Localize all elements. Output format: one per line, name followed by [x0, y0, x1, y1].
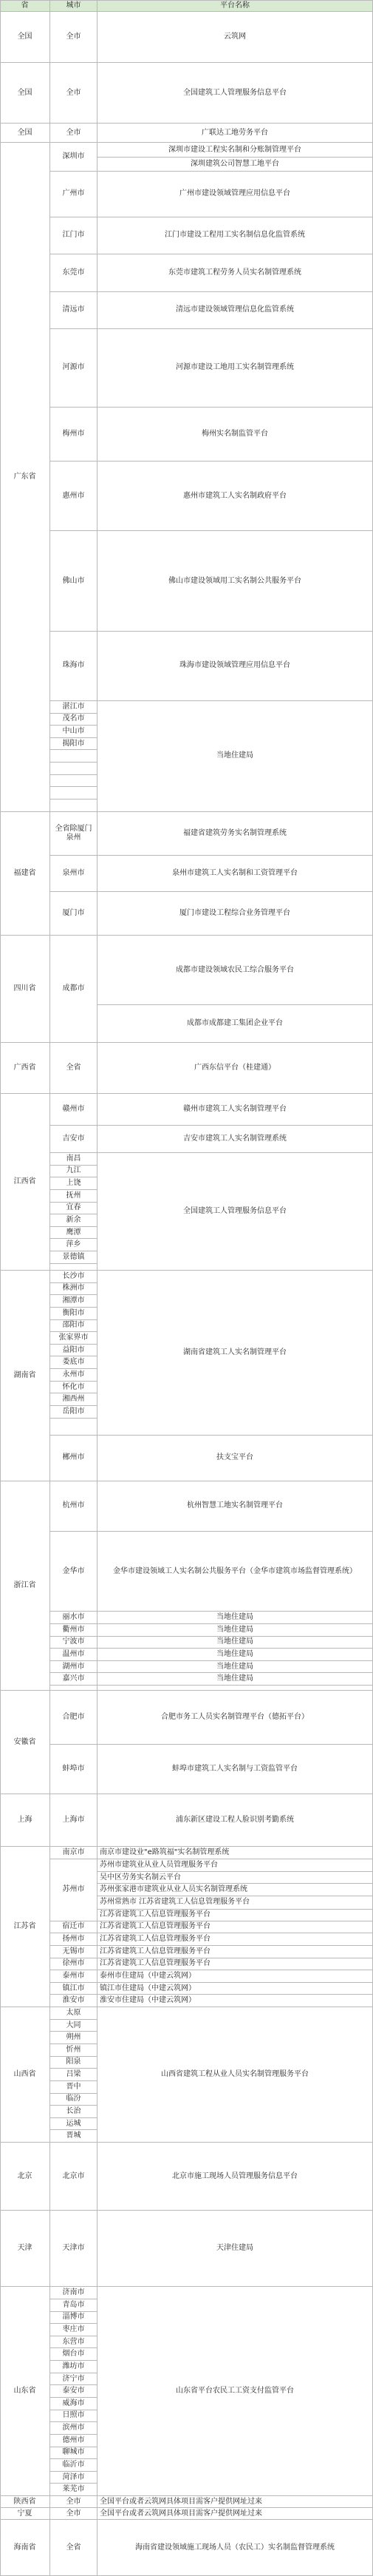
city-cell: 德州市	[50, 2435, 97, 2447]
city-cell: 潍坊市	[50, 2361, 97, 2373]
city-cell: 滨州市	[50, 2422, 97, 2435]
city-cell: 淮安市	[50, 1995, 97, 2007]
platform-cell: 淮安市住建局（中建云筑网）	[97, 1995, 373, 2007]
city-cell: 全市	[50, 12, 97, 63]
platform-cell: 当地住建局	[97, 701, 373, 812]
city-cell: 朔州	[50, 2032, 97, 2044]
city-cell: 全省	[50, 1043, 97, 1094]
platform-cell: 江苏省建筑工人信息管理服务平台	[97, 1921, 373, 1934]
city-cell: 郴州市	[50, 1436, 97, 1481]
platform-cell: 湖南省建筑工人实名制管理平台	[97, 1271, 373, 1436]
platform-cell: 当地住建局	[97, 1624, 373, 1637]
platform-cell: 江苏省建筑工人信息管理服务平台	[97, 1910, 373, 1921]
city-cell: 淄博市	[50, 2312, 97, 2325]
province-cell: 江西省	[0, 1094, 50, 1271]
city-cell: 忻州	[50, 2044, 97, 2057]
city-cell: 深圳市	[50, 143, 97, 172]
platform-cell: 厦门市建设工程综合业务管理平台	[97, 892, 373, 936]
city-cell	[50, 750, 97, 763]
platform-cell: 江门市建设工程用工实名制信息化监管系统	[97, 217, 373, 254]
city-cell: 上饶	[50, 1177, 97, 1190]
city-cell: 厦门市	[50, 892, 97, 936]
city-cell: 衢州市	[50, 1624, 97, 1637]
platform-cell: 全国建筑工人管理服务信息平台	[97, 63, 373, 124]
city-cell: 天津市	[50, 2211, 97, 2287]
city-cell: 泉州市	[50, 856, 97, 891]
city-cell: 临沂市	[50, 2459, 97, 2472]
city-cell: 成都市	[50, 936, 97, 1043]
city-cell: 九江	[50, 1166, 97, 1178]
city-cell: 全市	[50, 2508, 97, 2520]
city-cell: 晋中	[50, 2081, 97, 2094]
city-cell: 湘西州	[50, 1393, 97, 1406]
city-cell: 怀化市	[50, 1382, 97, 1394]
province-cell: 上海	[0, 1794, 50, 1847]
platform-cell: 深圳市建设工程实名制和分账制管理平台	[97, 143, 373, 158]
city-cell: 无锡市	[50, 1946, 97, 1958]
platform-cell: 海南省建设领域施工现场人员（农民工）实名制监督管理系统	[97, 2520, 373, 2576]
city-cell: 全省除厦门泉州	[50, 812, 97, 856]
city-cell: 日照市	[50, 2410, 97, 2423]
province-cell: 陕西省	[0, 2496, 50, 2508]
platform-cell: 江苏省建筑工人信息管理服务平台	[97, 1933, 373, 1946]
platform-cell: 镇江市住建局（中建云筑网）	[97, 1983, 373, 1995]
platform-cell: 清远市建设领域管理信息化监管系统	[97, 292, 373, 329]
platform-cell: 佛山市建设领域用工实名制公共服务平台	[97, 531, 373, 631]
platform-cell: 扶支宝平台	[97, 1436, 373, 1481]
platform-cell: 江苏省建筑工人信息管理服务平台	[97, 1946, 373, 1958]
city-cell: 新余	[50, 1214, 97, 1227]
city-cell: 衡阳市	[50, 1308, 97, 1320]
city-cell: 莱芜市	[50, 2484, 97, 2496]
platform-cell: 泉州市建筑工人实名制和工资管理平台	[97, 856, 373, 891]
platform-cell: 当地住建局	[97, 1637, 373, 1649]
city-cell: 河源市	[50, 329, 97, 408]
province-cell: 天津	[0, 2211, 50, 2287]
platform-cell: 泰州市住建局（中建云筑网）	[97, 1970, 373, 1983]
platform-cell	[97, 1686, 373, 1691]
city-cell: 邵阳市	[50, 1320, 97, 1333]
city-cell: 枣庄市	[50, 2324, 97, 2336]
city-cell: 岳阳市	[50, 1406, 97, 1419]
city-cell: 合肥市	[50, 1691, 97, 1745]
province-cell: 全国	[0, 12, 50, 63]
city-cell: 湖州市	[50, 1661, 97, 1674]
platform-cell: 全国平台或者云筑网具体项目需客户提供网址过来	[97, 2496, 373, 2508]
province-cell: 宁夏	[0, 2508, 50, 2520]
city-cell: 嘉兴市	[50, 1673, 97, 1686]
province-cell: 全国	[0, 63, 50, 124]
city-cell: 抚州	[50, 1190, 97, 1203]
city-cell: 镇江市	[50, 1983, 97, 1995]
city-cell: 吉安市	[50, 1126, 97, 1153]
city-cell: 上海市	[50, 1794, 97, 1847]
platform-cell: 云筑网	[97, 12, 373, 63]
city-cell: 太原	[50, 2007, 97, 2020]
city-cell: 青岛市	[50, 2299, 97, 2312]
city-cell: 南京市	[50, 1847, 97, 1859]
platform-cell: 珠海市建设领域管理应用信息平台	[97, 632, 373, 701]
platform-cell: 山西省建筑工程从业人员实名制管理服务平台	[97, 2007, 373, 2143]
city-cell: 长治	[50, 2106, 97, 2118]
platform-cell: 赣州市建筑工人实名制管理平台	[97, 1094, 373, 1126]
platform-cell: 惠州市建筑工人实名制政府平台	[97, 462, 373, 531]
city-cell: 东莞市	[50, 254, 97, 291]
city-cell: 宜春	[50, 1203, 97, 1215]
province-cell: 江苏省	[0, 1847, 50, 2007]
province-cell: 北京	[0, 2143, 50, 2211]
city-cell: 益阳市	[50, 1345, 97, 1357]
city-cell: 全市	[50, 2496, 97, 2508]
province-cell: 福建省	[0, 812, 50, 936]
platform-cell: 当地住建局	[97, 1612, 373, 1624]
city-cell: 湛江市	[50, 701, 97, 714]
city-cell: 永州市	[50, 1369, 97, 1382]
city-cell	[50, 763, 97, 775]
city-cell: 徐州市	[50, 1958, 97, 1971]
platform-cell: 河源市建设工地用工实名制管理系统	[97, 329, 373, 408]
city-cell: 全市	[50, 63, 97, 124]
header-city: 城市	[50, 0, 97, 12]
city-cell: 泰安市	[50, 2385, 97, 2398]
city-cell: 珠海市	[50, 632, 97, 701]
city-cell: 萍乡	[50, 1239, 97, 1251]
province-cell: 海南省	[0, 2520, 50, 2576]
city-cell: 株洲市	[50, 1283, 97, 1296]
platform-cell: 苏州常熟市 江苏省建筑工人信息管理服务平台	[97, 1896, 373, 1909]
city-cell: 蚌埠市	[50, 1745, 97, 1794]
platform-cell: 杭州智慧工地实名制管理平台	[97, 1481, 373, 1532]
city-cell: 宁波市	[50, 1637, 97, 1649]
city-cell: 扬州市	[50, 1933, 97, 1946]
platform-cell: 广州市建设领域管理应用信息平台	[97, 172, 373, 217]
platform-cell: 苏州市建筑业从业人员管理服务平台	[97, 1859, 373, 1872]
province-cell: 安徽省	[0, 1691, 50, 1794]
platform-cell: 吴中区劳务实名制云平台	[97, 1872, 373, 1884]
header-platform: 平台名称	[97, 0, 373, 12]
city-cell: 泰州市	[50, 1970, 97, 1983]
province-cell: 全国	[0, 124, 50, 142]
platform-cell: 吉安市建筑工人实名制管理系统	[97, 1126, 373, 1153]
city-cell: 金华市	[50, 1532, 97, 1612]
province-cell: 浙江省	[0, 1481, 50, 1691]
platform-cell: 东莞市建筑工程劳务人员实名制管理系统	[97, 254, 373, 291]
header-province: 省	[0, 0, 50, 12]
city-cell: 惠州市	[50, 462, 97, 531]
city-cell: 烟台市	[50, 2348, 97, 2361]
city-cell: 临汾	[50, 2094, 97, 2106]
city-cell: 苏州市	[50, 1859, 97, 1921]
city-cell: 东营市	[50, 2336, 97, 2349]
city-cell: 阳泉	[50, 2057, 97, 2069]
platform-cell: 全国平台或者云筑网具体项目需客户提供网址过来	[97, 2508, 373, 2520]
city-cell: 杭州市	[50, 1481, 97, 1532]
city-cell: 梅州市	[50, 408, 97, 462]
city-cell: 揭阳市	[50, 738, 97, 751]
city-cell	[50, 1419, 97, 1436]
platform-cell: 全国建筑工人管理服务信息平台	[97, 1153, 373, 1271]
platform-cell: 蚌埠市建筑工人实名制与工资监管平台	[97, 1745, 373, 1794]
city-cell: 湘潭市	[50, 1295, 97, 1308]
platform-cell: 南京市建设业"e路筑福"实名制管理系统	[97, 1847, 373, 1859]
city-cell: 济宁市	[50, 2373, 97, 2386]
platform-cell: 成都市成都建工集团企业平台	[97, 1005, 373, 1042]
city-cell: 聊城市	[50, 2447, 97, 2460]
city-cell: 景德镇	[50, 1251, 97, 1264]
platform-cell: 成都市建设领域农民工综合服务平台	[97, 936, 373, 1005]
platform-cell: 梅州实名制监管平台	[97, 408, 373, 462]
platform-cell: 当地住建局	[97, 1661, 373, 1674]
city-cell: 张家界市	[50, 1332, 97, 1345]
city-cell	[50, 1264, 97, 1271]
city-cell: 济南市	[50, 2287, 97, 2299]
platform-cell: 山东省平台农民工工资支付监管平台	[97, 2287, 373, 2496]
province-cell: 山东省	[0, 2287, 50, 2496]
city-cell: 娄底市	[50, 1356, 97, 1369]
province-cell: 四川省	[0, 936, 50, 1043]
city-cell: 全省	[50, 2520, 97, 2576]
platform-cell: 天津住建局	[97, 2211, 373, 2287]
city-cell: 清远市	[50, 292, 97, 329]
platform-cell: 当地住建局	[97, 1649, 373, 1661]
platform-cell: 深圳建筑公司智慧工地平台	[97, 158, 373, 171]
province-cell: 广东省	[0, 143, 50, 812]
city-cell	[50, 1686, 97, 1691]
city-cell: 温州市	[50, 1649, 97, 1661]
city-cell	[50, 775, 97, 788]
province-cell: 湖南省	[0, 1271, 50, 1481]
platform-cell: 北京市施工现场人员管理服务信息平台	[97, 2143, 373, 2211]
city-cell: 南昌	[50, 1153, 97, 1166]
city-cell: 宿迁市	[50, 1921, 97, 1934]
city-cell: 茂名市	[50, 714, 97, 726]
platform-cell: 浦东新区建设工程人脸识别考勤系统	[97, 1794, 373, 1847]
platform-cell: 金华市建设领域工人实名制公共服务平台（金华市建筑市场监督管理系统）	[97, 1532, 373, 1612]
province-cell: 广西省	[0, 1043, 50, 1094]
province-cell: 山西省	[0, 2007, 50, 2143]
city-cell: 广州市	[50, 172, 97, 217]
city-cell	[50, 799, 97, 812]
city-cell: 全市	[50, 124, 97, 142]
platform-cell: 江苏省建筑工人信息管理服务平台	[97, 1958, 373, 1971]
platform-cell: 苏州张家港市建筑业从业人员实名制管理系统	[97, 1884, 373, 1896]
city-cell: 丽水市	[50, 1612, 97, 1624]
platform-cell: 广西东信平台（桂建通）	[97, 1043, 373, 1094]
city-cell: 威海市	[50, 2398, 97, 2410]
city-cell: 赣州市	[50, 1094, 97, 1126]
city-cell: 菏泽市	[50, 2472, 97, 2484]
city-cell: 运城	[50, 2118, 97, 2131]
city-cell: 吕梁	[50, 2069, 97, 2081]
city-cell: 长沙市	[50, 1271, 97, 1283]
city-cell: 江门市	[50, 217, 97, 254]
city-cell: 大同	[50, 2020, 97, 2032]
city-cell: 北京市	[50, 2143, 97, 2211]
city-cell: 晋城	[50, 2130, 97, 2143]
platform-cell: 当地住建局	[97, 1673, 373, 1686]
platform-cell: 广联达工地劳务平台	[97, 124, 373, 142]
city-cell	[50, 787, 97, 799]
city-cell: 佛山市	[50, 531, 97, 631]
platform-cell: 合肥市务工人员实名制管理平台（德拓平台）	[97, 1691, 373, 1745]
city-cell: 中山市	[50, 726, 97, 738]
city-cell: 鹰潭	[50, 1227, 97, 1240]
platform-cell: 福建省建筑劳务实名制管理系统	[97, 812, 373, 856]
